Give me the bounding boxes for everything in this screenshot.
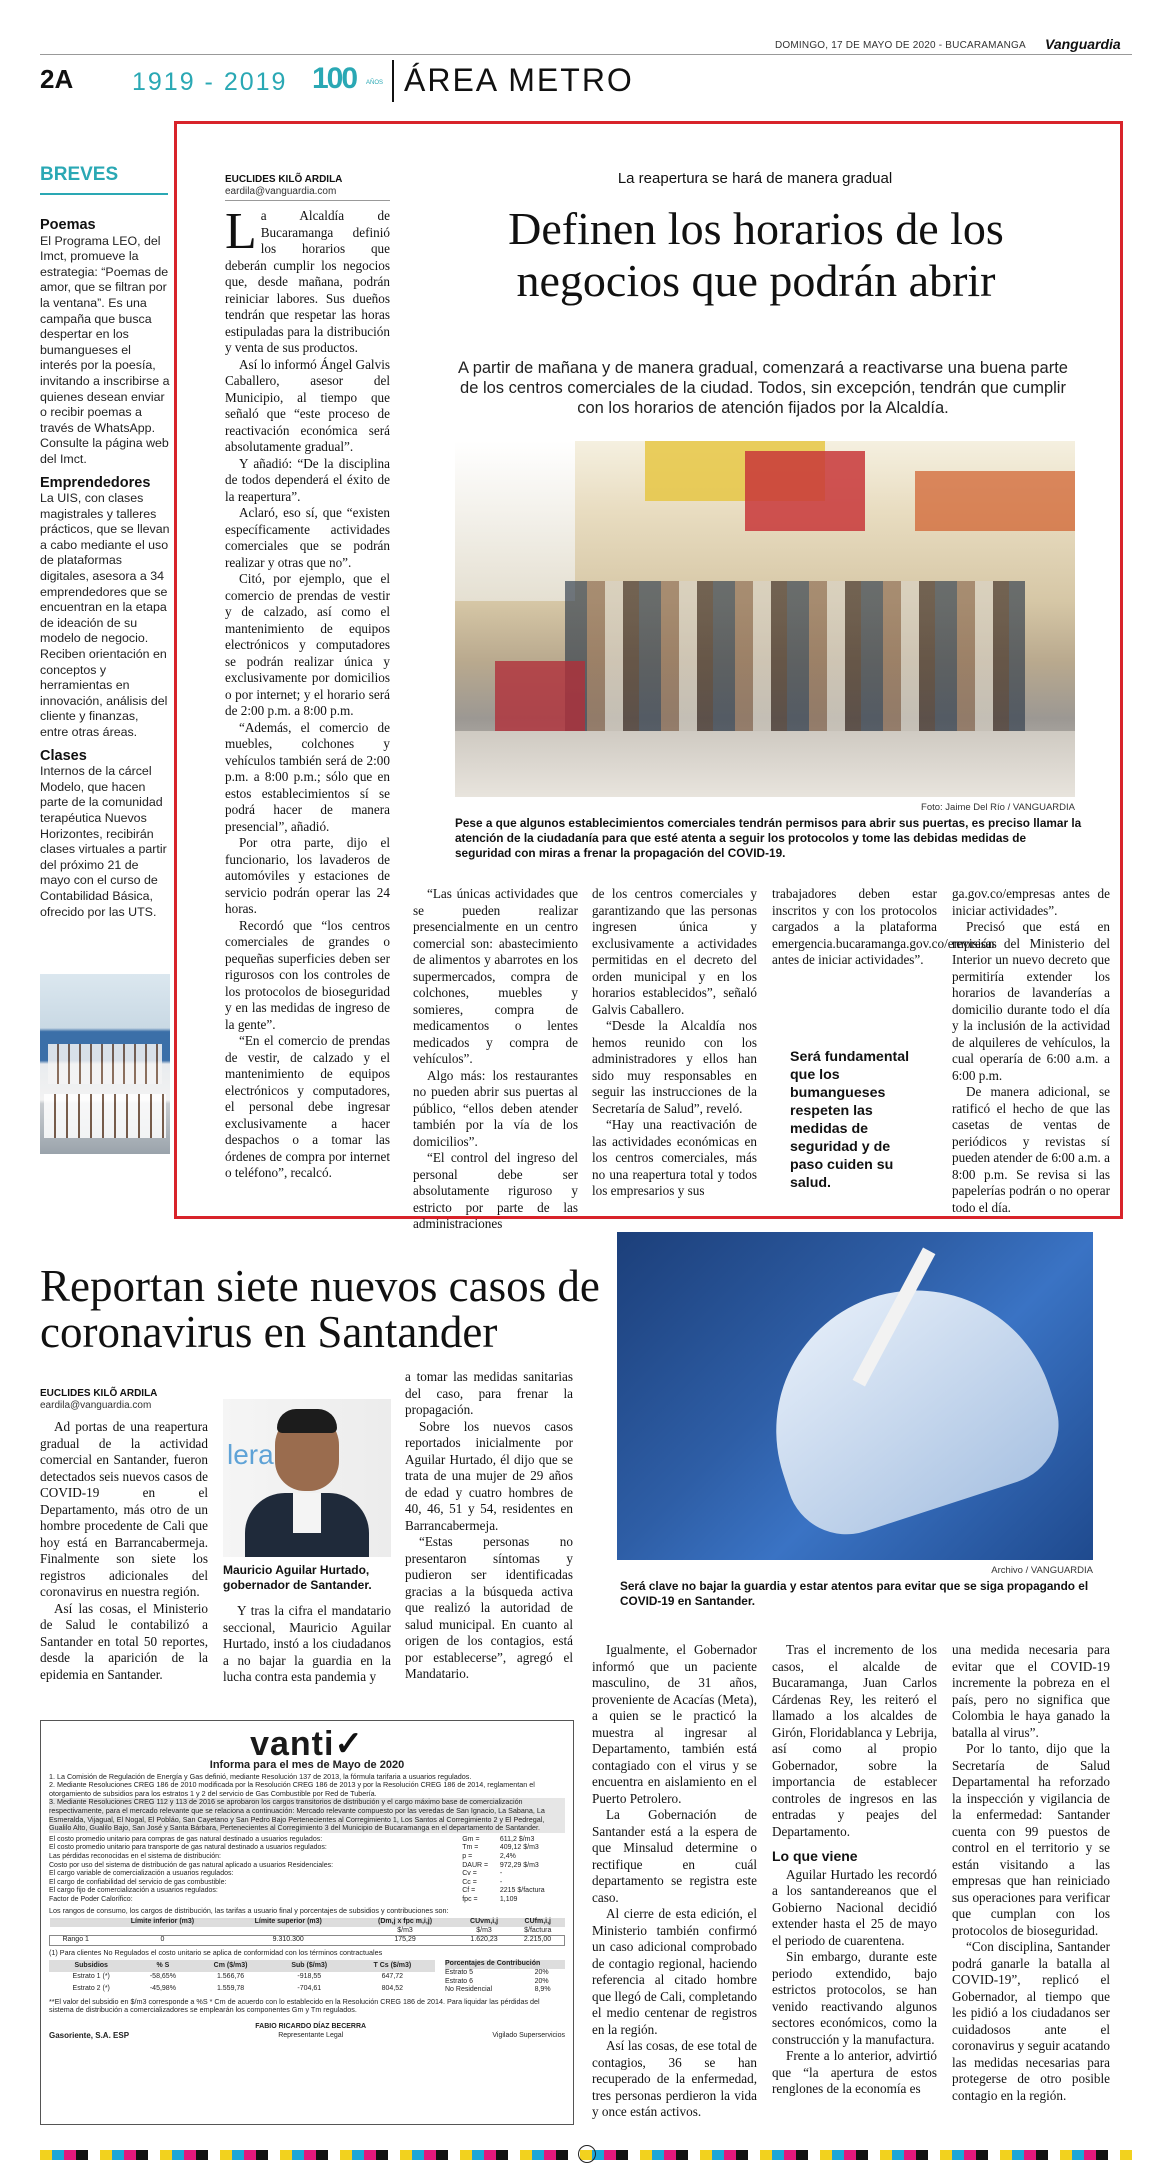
street-photo xyxy=(455,441,1075,797)
article1-col4 xyxy=(772,886,997,969)
kicker: La reapertura se hará de manera gradual xyxy=(617,170,893,187)
dateline: DOMINGO, 17 DE MAYO DE 2020 - BUCARAMANGA xyxy=(775,40,1026,51)
vanti-subsidy-table: Subsidios % S Cm ($/m3) Sub ($/m3) T Cs ($/m3) Estrato 1 (*) -58,65% 1.566,76 -918,55 647,72 Estrato 2 (*) -45,98% 1.559,78 -704,61 804,52 xyxy=(49,1960,435,1994)
paragraph: de los centros comerciales y garantizando que las personas ingresen única y exclusivamente a actividades permitidas en el decreto del orden municipal y en los horarios establecidos”, señaló Galvis Caballero. xyxy=(592,886,757,1017)
pull-quote: Será fundamental que los bumangueses respeten las medidas de seguridad y de paso cuiden su salud. xyxy=(790,1049,910,1191)
paragraph: Algo más: los restaurantes no pueden abrir sus puertas al público, “ellos deben atender también por la vía de los domicilios”. xyxy=(413,1067,578,1149)
paragraph: Precisó que está en revisión del Ministerio del Interior un nuevo decreto que permitiría extender los horarios de lavanderías a domicilio durante todo el día y la inclusión de la actividad de alquileres de vehículos, la cual operaría de 6:00 a.m. a 6:00 p.m. xyxy=(952,919,1110,1083)
brand-logo: Vanguardia xyxy=(1045,36,1121,52)
headline: Definen los horarios de los negocios que podrán abrir xyxy=(508,203,1004,306)
header-divider xyxy=(392,60,394,102)
swab-photo-caption: Será clave no bajar la guardia y estar atentos para evitar que se siga propagando el COVID-19 en Santander. xyxy=(620,1579,1089,1608)
breve-body-emprendedores: La UIS, con clases magistrales y talleres prácticos, que se llevan a cabo mediante el uso de plataformas digitales, asesora a 34 emprendedores que se encuentran en la etapa de ideación de su modelo de negocio. Reciben orientación en conceptos y herramientas en innovación, análisis del cliente y finanzas, entre otras áreas. xyxy=(40,491,170,739)
paragraph: Por lo tanto, dijo que la Secretaría de Salud Departamental ha reforzado la inspección y vigilancia de la enfermedad: Santander cuenta con 99 puestos de control en el territorio y se están visitando a las empresas que han reiniciado sus operaciones para verificar que cumplan con los protocolos de bioseguridad. xyxy=(952,1741,1110,1938)
article1-col1 xyxy=(225,203,390,1182)
breve-body-clases: Internos de la cárcel Modelo, que hacen parte de la comunidad terapéutica Nuevos Horizontes, recibirán clases virtuales a partir del próximo 21 de mayo con el curso de Contabilidad Básica, ofrecido por las UTS. xyxy=(40,764,167,919)
anniv-number: 100 xyxy=(312,62,357,95)
vanti-contribution-table: Porcentajes de Contribución Estrato 5 20% Estrato 6 20% No Residencial 8,9% xyxy=(445,1960,565,1994)
vanti-line-2: 2. Mediante Resoluciones CREG 186 de 2010 modificada por la Resolución CREG 186 de 2013 y por la Resolución CREG 186 de 2014, reglamentan el otorgamiento de subsidios para los estratos 1 y 2 del servicio de Gas Combustible por Red de Tubería. xyxy=(49,1780,535,1798)
paragraph: “Hay una reactivación de las actividades económicas en los centros comerciales, más no una reapertura total y todos los empresarios y sus xyxy=(592,1117,757,1198)
vanti-company: Gasoriente, S.A. ESP xyxy=(49,2030,130,2040)
vanti-footnote: **El valor del subsidio en $/m3 corresponde a %S * Cm de acuerdo con lo establecido en la Resolución CREG 186 de 2014. Para liquidar las pérdidas del sistema de distribución a comercializadores se emplearán los componentes Gm y Tm regulados. xyxy=(49,1996,540,2015)
lead-paragraph: a Alcaldía de Bucaramanga definió los horarios que deberán cumplir los negocios que, desde mañana, podrán reiniciar labores. Sus dueños tendrán que respetar las horas estipuladas para la distribución y venta de sus productos. xyxy=(225,208,390,355)
paragraph: Y tras la cifra el mandatario seccional, Mauricio Aguilar Hurtado, instó a los ciudadanos a no bajar la guardia en la lucha contra esta pandemia y xyxy=(223,1603,391,1684)
article2-col5 xyxy=(772,1642,937,2098)
paragraph: “Desde la Alcaldía nos hemos reunido con los administradores y ellos han sido muy responsables en seguir las instrucciones de la Secretaría de Salud”, reveló. xyxy=(592,1018,757,1116)
vanti-signer-role: Representante Legal xyxy=(278,2031,344,2039)
breves-title: BREVES xyxy=(40,164,119,185)
registration-mark-icon xyxy=(578,2145,596,2163)
paragraph: “Estas personas no presentaron síntomas y pudieron ser identificadas gracias a la búsqueda activa que realizó la autoridad de salud municipal. En cuanto al origen de los contagios, está por establecerse”, agregó el Mandatario. xyxy=(405,1534,573,1681)
vanti-range-table: Límite inferior (m3) Límite superior (m3) (Dm,j x fpc m,i,j) CUvm,i,j CUfm,i,j $/m3 $/m3 $/factura Rango 1 0 9.310.300 175,29 1.620,23 2.215,00 xyxy=(49,1918,565,1946)
vanti-supervisor: Vigilado Superservicios xyxy=(492,2031,565,2039)
headline-2: Reportan siete nuevos casos de coronavirus en Santander xyxy=(40,1261,600,1357)
governor-portrait: lera xyxy=(223,1399,391,1557)
vanti-line-1: 1. La Comisión de Regulación de Energía y Gas definió, mediante Resolución 137 de 2013, la fórmula tarifaria a usuarios regulados. xyxy=(49,1771,472,1781)
swab-photo xyxy=(617,1232,1093,1560)
paragraph: Sobre los nuevos casos reportados inicialmente por Aguilar Hurtado, él dijo que se trata de una mujer de 29 años de edad y cuatro hombres de 40, 46, 51 y 54, residentes en Barrancabermeja. xyxy=(405,1418,573,1533)
paragraph: “En el comercio de prendas de vestir, de calzado y el mantenimiento de equipos electrónicos y computadores, el personal debe ingresar exclusivamente a hacer despachos o a tomar las órdenes de compra por internet o teléfono”, recalcó. xyxy=(225,1033,390,1180)
article2-col2 xyxy=(223,1603,391,1686)
breves-list xyxy=(40,210,170,920)
section-title: ÁREA METRO xyxy=(404,62,634,98)
deck: A partir de mañana y de manera gradual, comenzará a reactivarse una buena parte de los centros comerciales de la ciudad. Todos, sin excepción, tendrán que cumplir con los horarios de atención fijados por la Alcaldía. xyxy=(458,359,1068,417)
paragraph: “Las únicas actividades que se pueden realizar presencialmente en un centro comercial son: abastecimiento de alimentos y abarrotes en los supermercados, compra de colchones, muebles y somieres, compra de medicamentos o lentes medicados y compra de vehículos”. xyxy=(413,886,578,1066)
anniv-sub: AÑOS xyxy=(366,80,384,86)
breves-rule xyxy=(40,193,168,195)
breves-photo xyxy=(40,974,170,1154)
byline-email: eardila@vanguardia.com xyxy=(225,186,337,197)
breve-body-poemas: El Programa LEO, del Imct, promueve la estrategia: “Poemas de amor, que se filtran por la ventana”. Es una campaña que busca despertar en los bumangueses el interés por la poesía, invitando a inscribirse a quienes desean enviar o recibir poemas a través de WhatsApp. Consulte la página web del Imct. xyxy=(40,233,170,466)
paragraph: Sin embargo, durante este periodo extendido, bajo estrictos protocolos, se han venido reactivando algunos sectores económicos, como la construcción y la manufactura. xyxy=(772,1949,937,2047)
paragraph: Aclaró, eso sí, que “existen específicamente actividades comerciales que se podrán realizar y otras que no”. xyxy=(225,505,390,570)
article1-col2 xyxy=(413,886,578,1233)
anniversary-logo xyxy=(312,62,382,98)
breve-head-poemas: Poemas xyxy=(40,217,96,233)
breve-head-clases: Clases xyxy=(40,747,87,764)
breve-head-emprendedores: Emprendedores xyxy=(40,474,151,491)
paragraph: ga.gov.co/empresas antes de iniciar actividades”. xyxy=(952,886,1110,918)
byline-2-email: eardila@vanguardia.com xyxy=(40,1400,152,1411)
article2-col3 xyxy=(405,1369,573,1683)
paragraph: una medida necesaria para evitar que el COVID-19 incremente la pobreza en el país, pero no significa que Colombia le haya ganado la batalla al virus”. xyxy=(952,1642,1110,1740)
page-number: 2A xyxy=(40,64,74,94)
paragraph: Frente a lo anterior, advirtió que “la apertura de estos renglones de la economía es xyxy=(772,2048,937,2096)
dropcap: L xyxy=(225,203,257,260)
vanti-signer: FABIO RICARDO DÍAZ BECERRA xyxy=(255,2023,367,2031)
paragraph: trabajadores deben estar inscritos y con los protocolos cargados a la plataforma emergencia.bucaramanga.gov.co/empresas antes de iniciar actividades”. xyxy=(772,886,997,967)
paragraph: La Gobernación de Santander está a la espera de que Minsalud determine o rectifique en cuál departamento se registra este caso. xyxy=(592,1807,757,1905)
paragraph: Al cierre de esta edición, el Ministerio también confirmó un caso adicional comprobado de contagio regional, haciendo referencia al citado hombre que llegó de Cali, completando el medio centenar de registros en la región. xyxy=(592,1906,757,2037)
article1-col3 xyxy=(592,886,757,1200)
vanti-title: Informa para el mes de Mayo de 2020 xyxy=(209,1759,405,1771)
photo-credit: Foto: Jaime Del Río / VANGUARDIA xyxy=(921,802,1075,813)
years-label: 1919 - 2019 xyxy=(132,68,288,96)
paragraph: Así lo informó Ángel Galvis Caballero, asesor del Municipio, al tiempo que señaló que “este proceso de reactivación económica será absolutamente gradual”. xyxy=(225,356,390,454)
paragraph: Aguilar Hurtado les recordó a los santandereanos que el Gobierno Nacional decidió extender hasta el 25 de mayo el periodo de cuarentena. xyxy=(772,1866,937,1948)
vanti-cost-table: El costo promedio unitario para compras de gas natural destinado a usuarios regulados: Gm = 611,2 $/m3 El costo promedio unitario para transporte de gas natural destinado a usuarios regulados: Tm = 409,12 $/m3 Las pérdidas reconocidas en el sistema de distribución: p = 2,4% Costo por uso del sistema de distribución de gas natural aplicado a usuarios Residenciales: DAUR = 972,29 $/m3 El cargo variable de comercialización a usuarios regulados: Cv = - El cargo de confiabilidad del servicio de gas combustible: Cc = - El cargo fijo de comercialización a usuarios regulados: Cf = 2215 $/factura Factor de Poder Calorífico: fpc = 1,109 xyxy=(49,1835,545,1903)
byline: EUCLIDES KILÕ ARDILA xyxy=(225,174,343,185)
vanti-table-note: Los rangos de consumo, los cargos de distribución, las tarifas a usuario final y porcentajes de subsidios y contribuciones son: xyxy=(49,1905,449,1915)
subhead: Lo que viene xyxy=(772,1848,858,1864)
paragraph: a tomar las medidas sanitarias del caso, para frenar la propagación. xyxy=(405,1369,573,1417)
paragraph: “Con disciplina, Santander podrá ganarle la batalla al COVID-19”, replicó el Gobernador, al tiempo que les pidió a los ciudadanos ser cuidadosos ante el coronavirus y seguir acatando las medidas necesarias para protegerse de otro posible contagio en la región. xyxy=(952,1939,1110,2103)
paragraph: Recordó que “los centros comerciales de grandes o pequeñas superficies deben ser rigurosos con los controles de los protocolos de bioseguridad y en las medidas de ingreso de la gente”. xyxy=(225,917,390,1032)
paragraph: Ad portas de una reapertura gradual de la actividad comercial en Santander, fueron detectados seis nuevos casos de COVID-19 en el Departamento, más otro de un hombre procedente de Cali que hoy está en Barrancabermeja. Finalmente son siete los registros adicionales del coronavirus en nuestra región. xyxy=(40,1419,208,1599)
paragraph: Tras el incremento de los casos, el alcalde de Bucaramanga, Juan Carlos Cárdenas Rey, les reiteró el llamado a los alcaldes de Girón, Floridablanca y Lebrija, así como al propio Gobernador, sobre la importancia de establecer controles de ingresos en las entradas y peajes del Departamento. xyxy=(772,1642,937,1839)
paragraph: Así las cosas, el Ministerio de Salud le contabilizó a Santander en total 50 reportes, desde la aparición de la epidemia en Santander. xyxy=(40,1600,208,1682)
portrait-caption-role: gobernador de Santander. xyxy=(223,1578,372,1592)
paragraph: De manera adicional, se ratificó el hecho de que las casetas de ventas de periódicos y revistas sí pueden atender de 6:00 a.m. a 8:00 p.m. Se revisa si las papelerías podrán o no operar todo el día. xyxy=(952,1084,1110,1215)
vanti-line-3: 3. Mediante Resoluciones CREG 112 y 113 de 2016 se aprobaron los cargos transitorios de distribución y el cargo máximo base de comercialización respectivamente, para el mercado relevante que se relaciona a continuación: Mercado relevante compuesto por las veredas de San Ignacio, La Sabana, La Esmeralda, Vijagual, El Nogal, El Pobláo, San Cayetano y San Pedro Bajo Pertenecientes al Corregimiento 1, Los Santos al Corregimiento 2 y El Pedregal, Gualilo Alto, Gualilo Bajo, San José y Santa Bárbara, Pertenecientes al Corregimiento 3 del Municipio de Bucaramanga en el departamento de Santander. xyxy=(49,1798,565,1832)
paragraph: “El control del ingreso del personal debe ser absolutamente riguroso y estricto por parte de las administraciones xyxy=(413,1150,578,1231)
swab-photo-credit: Archivo / VANGUARDIA xyxy=(991,1565,1093,1576)
vanti-note-1: (1) Para clientes No Regulados el costo unitario se aplica de conformidad con los términos contractuales xyxy=(49,1947,383,1957)
portrait-caption-name: Mauricio Aguilar Hurtado, xyxy=(223,1563,370,1577)
top-rule xyxy=(40,54,1132,55)
photo-caption: Pese a que algunos establecimientos comerciales tendrán permisos para abrir sus puertas, es preciso llamar la atención de la ciudadanía para que esté atenta a seguir los protocolos y tome las debidas medidas de seguridad con miras a frenar la propagación del COVID-19. xyxy=(455,816,1082,860)
article2-col1 xyxy=(40,1419,208,1683)
paragraph: “Además, el comercio de muebles, colchones y vehículos también será de 2:00 p.m. a 8:00 p.m.; sólo que en estos establecimientos sí se podrá hacer de manera presencial”, añadió. xyxy=(225,719,390,834)
byline-rule xyxy=(225,200,390,201)
paragraph: Igualmente, el Gobernador informó que un paciente masculino, de 31 años, proveniente de Acacías (Meta), a quien se le practicó la muestra al ingresar al Departamento, también está contagiado con el virus y se encuentra en aislamiento en el Puerto Petrolero. xyxy=(592,1642,757,1806)
vanti-logo: vanti✓ xyxy=(250,1725,364,1763)
byline-2: EUCLIDES KILÕ ARDILA xyxy=(40,1388,158,1399)
article2-col4 xyxy=(592,1642,757,2121)
article2-col6 xyxy=(952,1642,1110,2104)
article1-col5 xyxy=(952,886,1110,1216)
vanti-ad xyxy=(40,1720,574,2125)
paragraph: Citó, por ejemplo, que el comercio de prendas de vestir y de calzado, así como el mantenimiento de equipos electrónicos y computadores se podrán realizar única y exclusivamente por domicilios o por internet; y el horario será de 2:00 p.m. a 8:00 p.m. xyxy=(225,571,390,718)
paragraph: Por otra parte, dijo el funcionario, los lavaderos de automóviles y estaciones de servicio podrán operar las 24 horas. xyxy=(225,835,390,916)
paragraph: Así las cosas, de ese total de contagios, 36 se han recuperado de la enfermedad, tres personas perdieron la vida y once están activos. xyxy=(592,2038,757,2119)
paragraph: Y añadió: “De la disciplina de todos dependerá el éxito de la reapertura”. xyxy=(225,455,390,504)
